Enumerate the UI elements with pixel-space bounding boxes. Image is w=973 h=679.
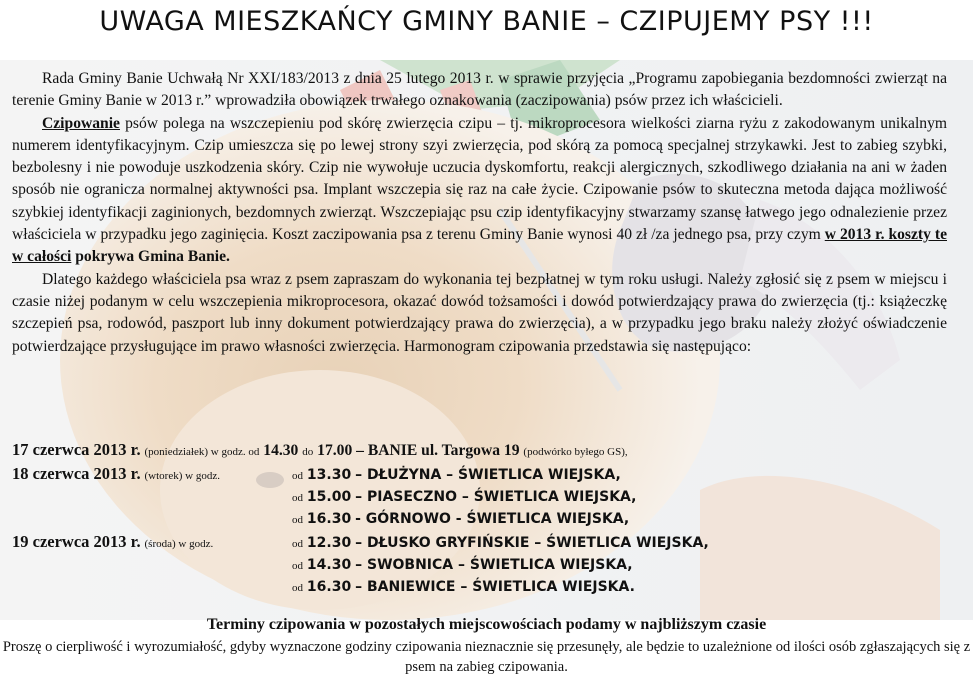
schedule-slot (292, 534, 709, 552)
slot-od: od (292, 514, 303, 526)
schedule-place: – BANIE ul. Targowa 19 (356, 442, 520, 459)
schedule-to-word: do (302, 446, 314, 458)
cost-covered-underlined: w 2013 r. koszty te w całości (12, 226, 947, 266)
schedule-weekday: (poniedziałek) w godz. od (144, 446, 260, 458)
slot-time: 14.30 (306, 557, 352, 573)
slot-od: od (292, 492, 303, 504)
schedule-date: 19 czerwca 2013 r. (12, 532, 141, 551)
slot-place: – PIASECZNO – ŚWIETLICA WIEJSKA, (355, 489, 637, 505)
schedule-to-time: 17.00 (317, 442, 353, 459)
schedule-weekday: (środa) w godz. (144, 538, 214, 550)
paragraph-invitation: Dlatego każdego właściciela psa wraz z psem zapraszam do wykonania tej bezpłatnej w tym roku usługi. Należy zgłosić się z psem w miejscu i czasie niżej podanym w celu wszczepienia mikroprocesora, okazać dowód tożsamości i dowód potwierdzający prawa do zwierzęcia (tj.: książeczkę szczepień psa, rodowód, paszport lub inny dokument potwierdzający prawa do zwierzęcia), a w przypadku jego braku należy złożyć oświadczenie potwierdzające przysługujące im prawo własności zwierzęcia. Harmonogram czipowania przedstawia się następująco: (12, 270, 947, 355)
slot-place: – DŁUŻYNA – ŚWIETLICA WIEJSKA, (355, 467, 621, 483)
schedule-weekday: (wtorek) w godz. (144, 470, 220, 482)
schedule-note: (podwórko byłego GS), (523, 446, 628, 458)
chipping-heading: Czipowanie (42, 114, 120, 132)
page-title: UWAGA MIESZKAŃCY GMINY BANIE – CZIPUJEMY PSY !!! (99, 6, 874, 37)
schedule-day-1 (12, 440, 628, 462)
footer-text: Proszę o cierpliwość i wyrozumiałość, gdyby wyznaczone godziny czipowania nieznacznie się przesunęły, ale będzie to uzależnione od ilości osób zgłaszających się z psem na zabieg czipowania. (2, 639, 971, 675)
slot-place: - GÓRNOWO - ŚWIETLICA WIEJSKA, (355, 511, 630, 527)
slot-od: od (292, 582, 303, 594)
slot-time: 15.00 (306, 489, 352, 505)
slot-time: 12.30 (306, 535, 352, 551)
schedule-slot (292, 578, 635, 596)
schedule-date: 18 czerwca 2013 r. (12, 464, 141, 483)
paragraph-chipping-description (12, 113, 947, 269)
slot-place: – DŁUSKO GRYFIŃSKIE – ŚWIETLICA WIEJSKA, (355, 535, 709, 551)
slot-time: 16.30 (306, 579, 352, 595)
schedule-from-time: 14.30 (263, 442, 299, 459)
main-text (12, 68, 947, 358)
schedule-date: 17 czerwca 2013 r. (12, 440, 141, 459)
schedule-slot (292, 510, 629, 528)
slot-place: – SWOBNICA – ŚWIETLICA WIEJSKA, (355, 557, 633, 573)
schedule-day-3 (12, 532, 213, 554)
slot-time: 16.30 (306, 511, 352, 527)
schedule-slot (292, 466, 621, 484)
chipping-text: psów polega na wszczepieniu pod skórę zwierzęcia czipu – tj. mikroprocesora wielkości ziarna ryżu z zakodowanym unikalnym numerem identyfikacyjnym. Czip umieszcza się po lewej strony szyi zwierzęcia, pod skórą za pomocą specjalnej strzykawki. Jest to zabieg szybki, bezbolesny i nie powoduje uszkodzenia skóry. Czip nie wywołuje uczucia dyskomfortu, reakcji alergicznych, szkodliwego działania na ani w żaden sposób nie ogranicza normalnej aktywności psa. Implant wszczepia się raz na całe życie. Czipowanie psów to skuteczna metoda dająca możliwość szybkiej identyfikacji zaginionych, bezdomnych zwierząt. Wszczepiając psu czip identyfikacyjny stwarzamy szansę łatwego jego odnalezienie przez właściciela w przypadku jego zaginięcia. Koszt zaczipowania psa z terenu Gminy Banie wynosi 40 zł /za jednego psa, przy czym (12, 114, 947, 244)
footer-title: Terminy czipowania w pozostałych miejscowościach podamy w najbliższym czasie (206, 616, 767, 633)
paragraph-resolution: Rada Gminy Banie Uchwałą Nr XXI/183/2013 z dnia 25 lutego 2013 r. w sprawie przyjęcia „Programu zapobiegania bezdomności zwierząt na terenie Gminy Banie w 2013 r.” wprowadziła obowiązek trwałego oznakowania (zaczipowania) psów przez ich właścicieli. (12, 70, 947, 110)
slot-od: od (292, 560, 303, 572)
slot-place: – BANIEWICE – ŚWIETLICA WIEJSKA. (355, 579, 635, 595)
schedule-slot (292, 556, 633, 574)
cost-covered-bold: pokrywa Gmina Banie. (71, 248, 230, 266)
schedule-slot (292, 488, 636, 506)
slot-od: od (292, 470, 303, 482)
slot-od: od (292, 538, 303, 550)
schedule-day-2 (12, 464, 220, 486)
slot-time: 13.30 (306, 467, 352, 483)
